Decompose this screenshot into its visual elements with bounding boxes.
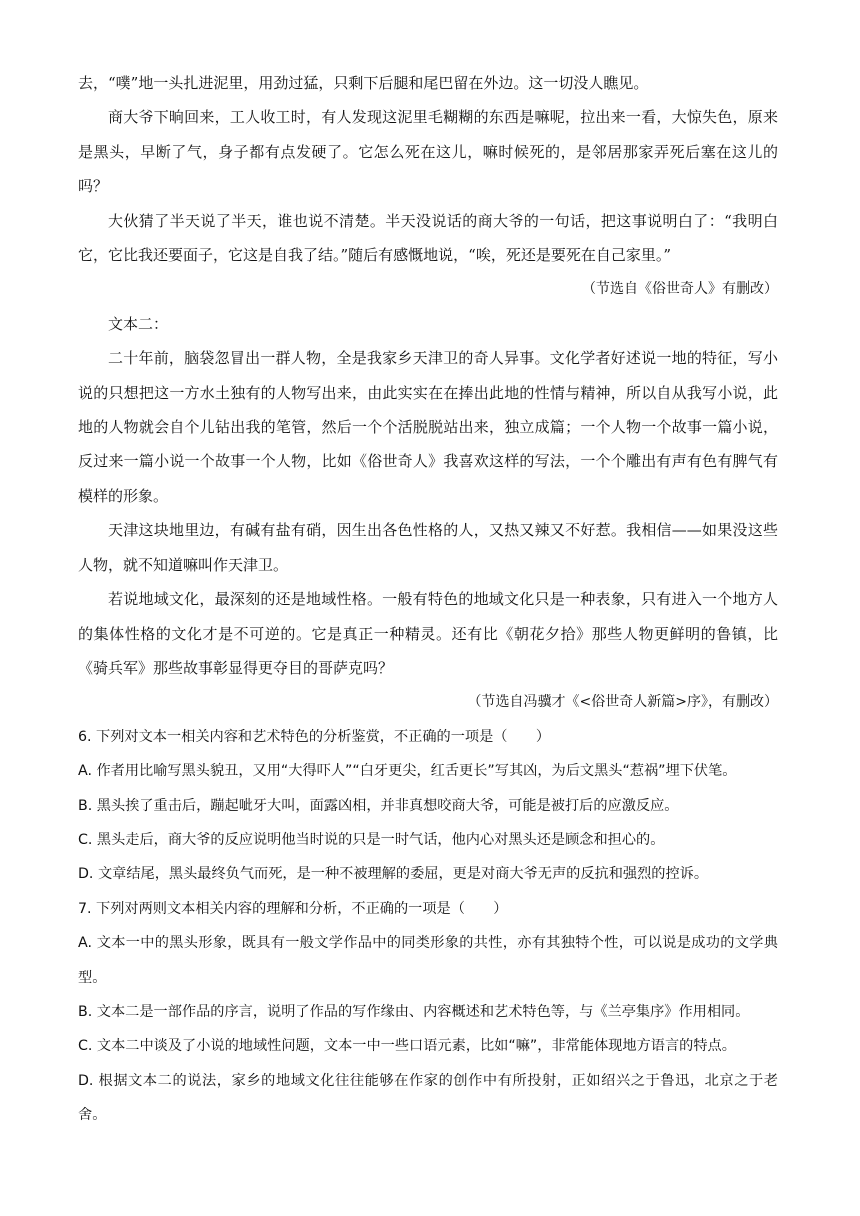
text1-source: （节选自《俗世奇人》有删改） <box>582 281 778 298</box>
question-6-option-d: D. 文章结尾，黑头最终负气而死，是一种不被理解的委屈，更是对商大爷无声的反抗和强烈的控诉。 <box>78 866 709 883</box>
question-7-option-a: A. 文本一中的黑头形象，既具有一般文学作品中的同类形象的共性，亦有其独特个性，可以说是成功的文学典型。 <box>78 935 778 986</box>
text2-label: 文本二： <box>108 314 169 333</box>
question-7-option-d: D. 根据文本二的说法，家乡的地域文化往往能够在作家的创作中有所投射，正如绍兴之于鲁迅，北京之于老舍。 <box>78 1072 778 1124</box>
question-6-option-c: C. 黑头走后，商大爷的反应说明他当时说的只是一时气话，他内心对黑头还是顾念和担心的。 <box>78 831 665 848</box>
text2-source: （节选自冯骥才《<俗世奇人新篇>序》，有删改） <box>467 694 778 711</box>
text2-paragraph-1: 二十年前，脑袋忽冒出一群人物，全是我家乡天津卫的奇人异事。文化学者好述说一地的特征，写小说的只想把这一方水土独有的人物写出来，由此实实在在捧出此地的性情与精神，所以自从我写小说，此地的人物就会自个儿钻出我的笔管，然后一个个活脱脱站出来，独立成篇；一个人物一个故事一篇小说，反过来一篇小说一个故事一个人物，比如《俗世奇人》我喜欢这样的写法，一个个雕出有声有色有脾气有模样的形象。 <box>78 349 778 505</box>
text2-paragraph-2: 天津这块地里边，有碱有盐有硝，因生出各色性格的人，又热又辣又不好惹。我相信——如果没这些人物，就不知道嘛叫作天津卫。 <box>78 521 778 574</box>
question-7-stem: 7. 下列对两则文本相关内容的理解和分析，不正确的一项是（ ） <box>78 900 508 917</box>
question-6-option-b: B. 黑头挨了重击后，蹦起呲牙大叫，面露凶相，并非真想咬商大爷，可能是被打后的应激反应。 <box>78 797 679 814</box>
text1-paragraph-2: 商大爷下晌回来，工人收工时，有人发现这泥里毛糊糊的东西是嘛呢，拉出来一看，大惊失色，原来是黑头，早断了气，身子都有点发硬了。它怎么死在这儿，嘛时候死的，是邻居那家弄死后塞在这儿的吗？ <box>78 108 778 196</box>
text1-paragraph-3: 大伙猜了半天说了半天，谁也说不清楚。半天没说话的商大爷的一句话，把这事说明白了：“我明白它，它比我还要面子，它这是自我了结。”随后有感慨地说，“唉，死还是要死在自己家里。” <box>78 211 778 265</box>
question-7-option-b: B. 文本二是一部作品的序言，说明了作品的写作缘由、内容概述和艺术特色等，与《兰亭集序》作用相同。 <box>78 1003 750 1020</box>
question-6-option-a: A. 作者用比喻写黑头貌丑，又用“大得吓人”“白牙更尖，红舌更长”写其凶，为后文黑头“惹祸”埋下伏笔。 <box>78 763 737 780</box>
text2-paragraph-3: 若说地域文化，最深刻的还是地域性格。一般有特色的地域文化只是一种表象，只有进入一个地方人的集体性格的文化才是不可逆的。它是真正一种精灵。还有比《朝花夕拾》那些人物更鲜明的鲁镇，比《骑兵军》那些故事彰显得更夺目的哥萨克吗？ <box>78 590 778 677</box>
question-6-stem: 6. 下列对文本一相关内容和艺术特色的分析鉴赏，不正确的一项是（ ） <box>78 728 551 745</box>
question-7-option-c: C. 文本二中谈及了小说的地域性问题，文本一中一些口语元素，比如“嘛”，非常能体现地方语言的特点。 <box>78 1038 736 1055</box>
text1-paragraph-continued: 去，“噗”地一头扎进泥里，用劲过猛，只剩下后腿和尾巴留在外边。这一切没人瞧见。 <box>78 74 649 92</box>
document-page <box>78 66 778 1133</box>
